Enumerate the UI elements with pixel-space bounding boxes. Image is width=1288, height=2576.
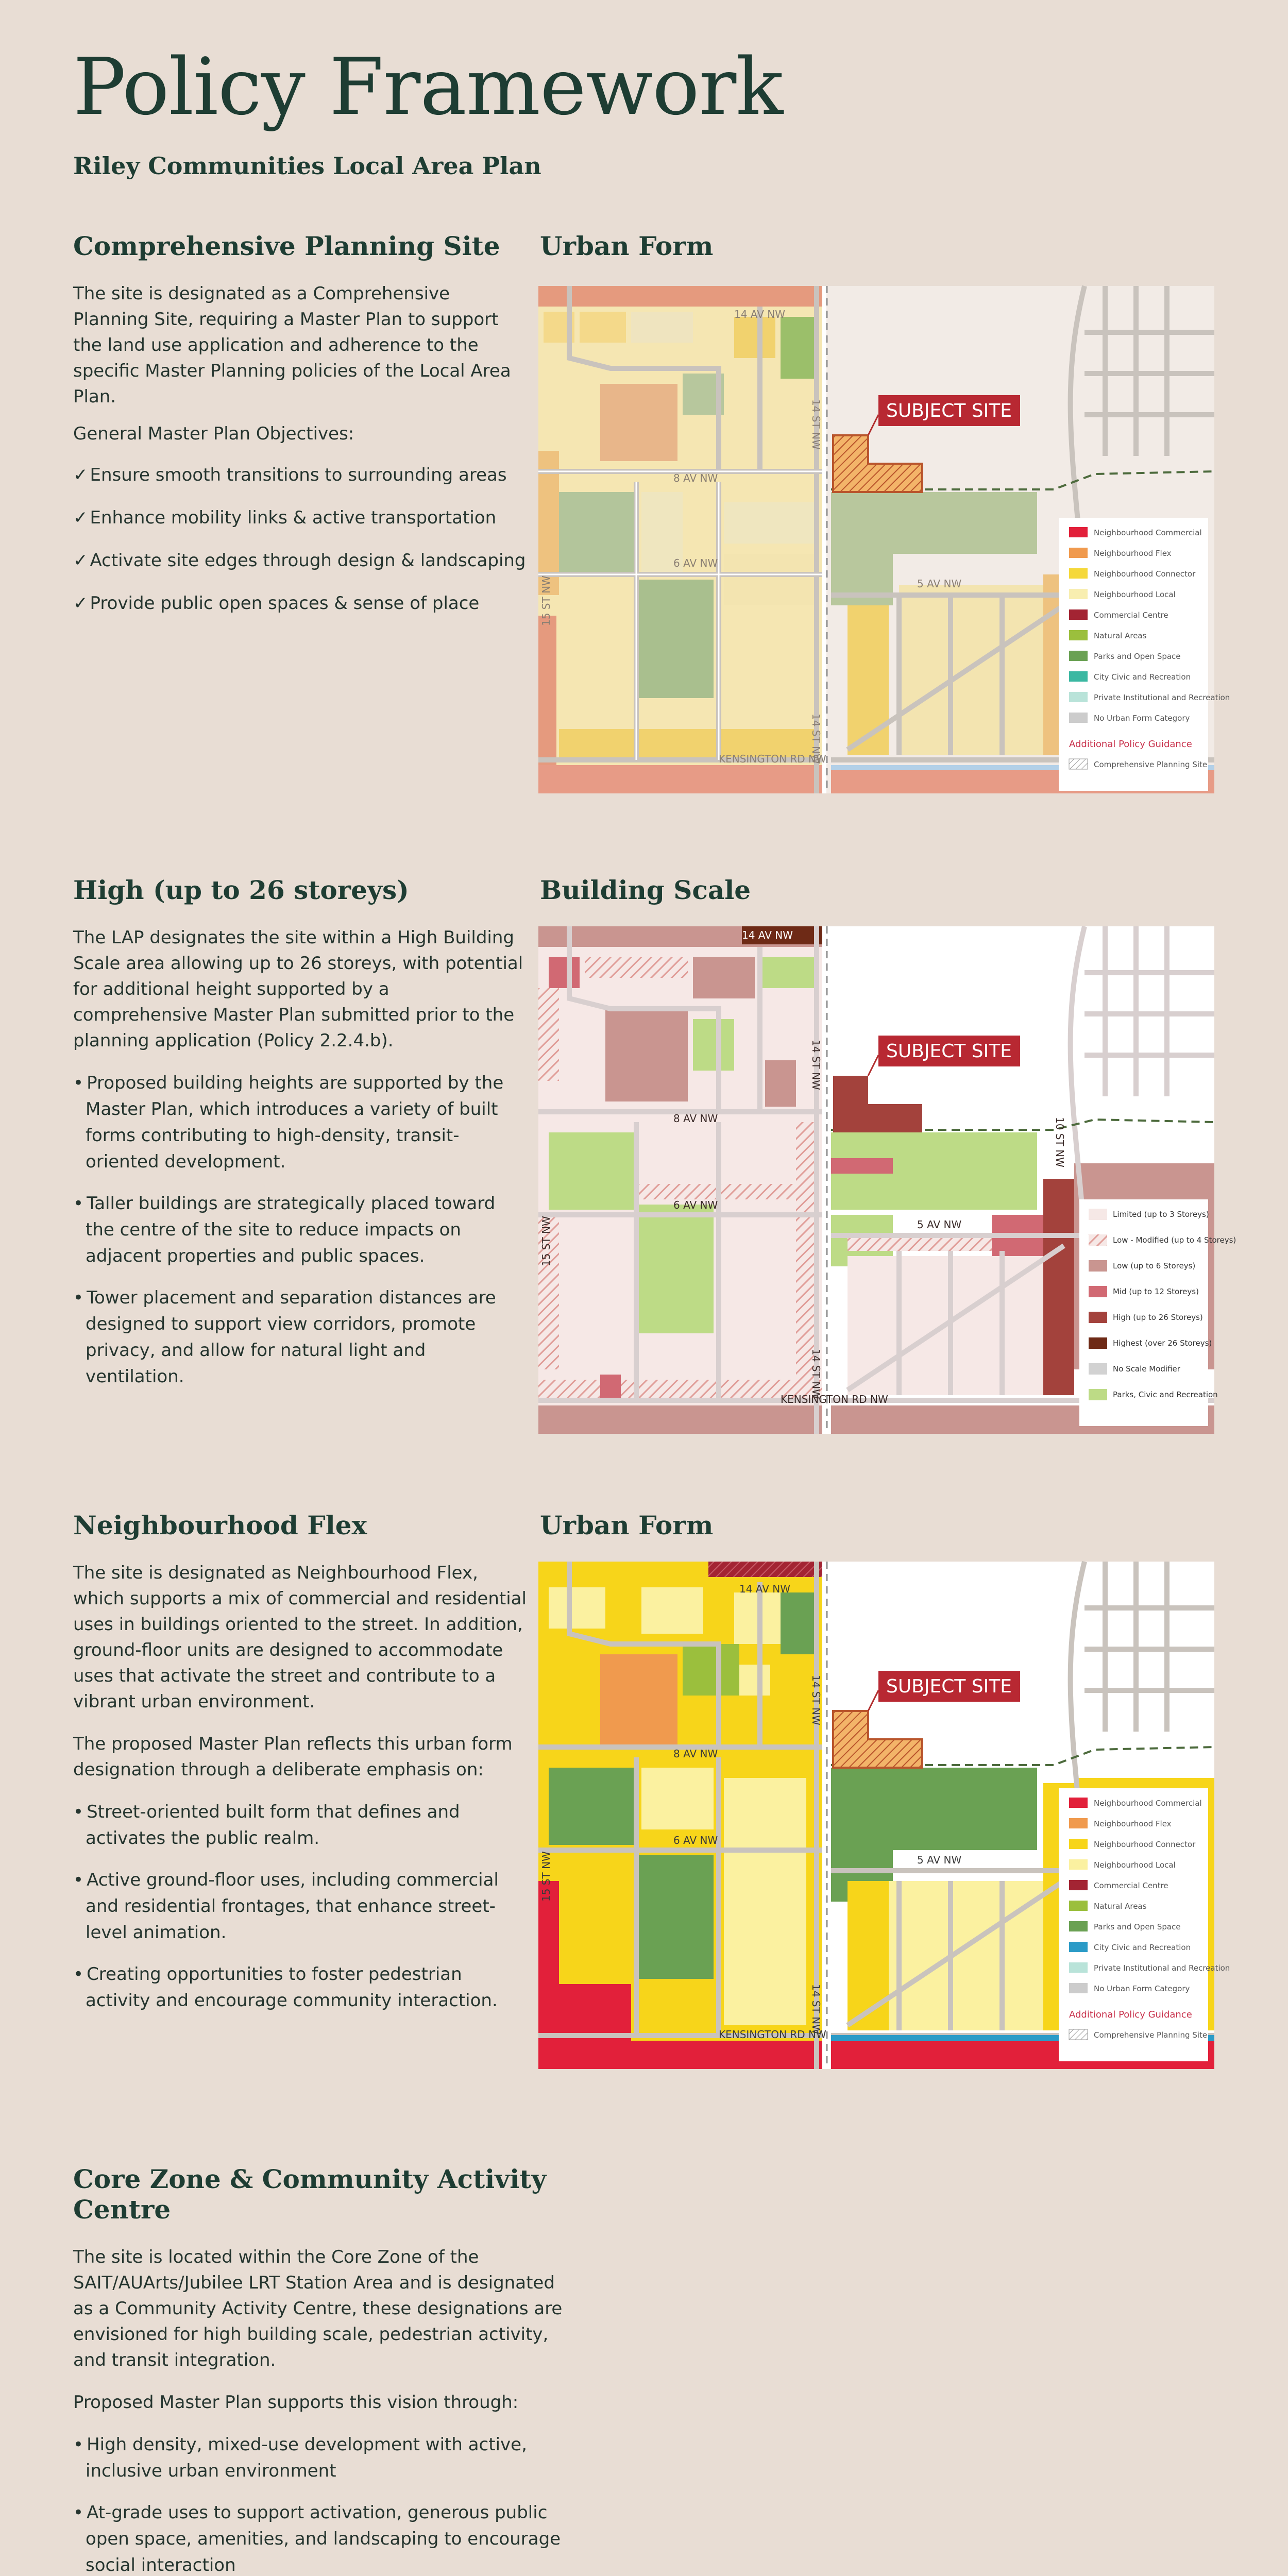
building-scale-map — [538, 926, 1236, 1434]
page-subtitle: Riley Communities Local Area Plan — [73, 152, 541, 180]
list-item-text: Tower placement and separation distances are designed to support view corridors, promote privacy, and allow for natural light and ventilation. — [86, 1287, 496, 1387]
list-item-text: High density, mixed-use development with active, inclusive urban environment — [86, 2434, 527, 2481]
street-label: 15 ST NW — [540, 1216, 552, 1266]
list-item — [73, 1867, 527, 1946]
street-label: 14 ST NW — [810, 1040, 822, 1090]
objectives-label: General Master Plan Objectives: — [73, 423, 354, 444]
page-title: Policy Framework — [73, 41, 783, 132]
legend-guidance-label: Additional Policy Guidance — [1069, 2009, 1192, 2020]
street-label: 10 ST NW — [1054, 1117, 1066, 1167]
section-heading: Neighbourhood Flex — [73, 1510, 367, 1540]
street-label: KENSINGTON RD NW — [719, 2028, 826, 2041]
section-paragraph: The LAP designates the site within a High Building Scale area allowing up to 26 storeys, with potential for additional height supported by a comprehensive Master Plan submitted prior to the planning application (Policy 2.2.4.b). — [73, 927, 523, 1051]
section-paragraph: The proposed Master Plan reflects this urban form designation through a deliberate emphasis on: — [73, 1734, 513, 1780]
legend-label: No Scale Modifier — [1113, 1364, 1180, 1374]
legend-label: Private Institutional and Recreation — [1094, 1963, 1230, 1973]
legend-label: Low - Modified (up to 4 Storeys) — [1113, 1235, 1236, 1245]
legend-label: Natural Areas — [1094, 1902, 1147, 1911]
legend-label: Mid (up to 12 Storeys) — [1113, 1287, 1199, 1296]
legend-label: Neighbourhood Commercial — [1094, 528, 1202, 537]
legend-label: Parks and Open Space — [1094, 652, 1181, 661]
section-paragraph: The site is located within the Core Zone of the SAIT/AUArts/Jubilee LRT Station Area and is designated as a Community Activity Centre, these designations are envisioned for high building scale, pedestrian activity, and transit integration. — [73, 2247, 563, 2370]
map-heading: Urban Form — [540, 1510, 714, 1540]
map-legend — [1059, 518, 1230, 791]
list-item-text: Enhance mobility links & active transportation — [90, 507, 497, 528]
urban-form-map — [538, 286, 1230, 793]
street-label: 14 AV NW — [742, 929, 793, 941]
street-label: 14 ST NW — [810, 714, 822, 764]
list-item-text: Proposed building heights are supported by the Master Plan, which introduces a variety of built forms contributing to high-density, transit-oriented development. — [86, 1073, 504, 1172]
legend-label: Neighbourhood Flex — [1094, 1819, 1172, 1828]
legend-label: No Urban Form Category — [1094, 1984, 1190, 1993]
legend-label: Neighbourhood Commercial — [1094, 1799, 1202, 1808]
list-item-text: Provide public open spaces & sense of place — [90, 593, 480, 614]
list-item — [73, 1799, 527, 1852]
legend-label: City Civic and Recreation — [1094, 1943, 1191, 1952]
legend-label: Neighbourhood Connector — [1094, 1840, 1196, 1849]
urban-form-map — [538, 1562, 1230, 2069]
street-label: 8 AV NW — [673, 1112, 718, 1125]
legend-label: Commercial Centre — [1094, 1881, 1168, 1890]
bullet-list — [73, 1070, 527, 1390]
list-item-text: Creating opportunities to foster pedestrian activity and encourage community interaction. — [86, 1964, 498, 2011]
list-item — [73, 548, 527, 573]
legend-label: No Urban Form Category — [1094, 714, 1190, 723]
street-label: 14 ST NW — [810, 1984, 822, 2035]
legend-label: Limited (up to 3 Storeys) — [1113, 1210, 1209, 1219]
legend-label: Neighbourhood Connector — [1094, 569, 1196, 579]
section-paragraph: The site is designated as a Comprehensive Planning Site, requiring a Master Plan to support the land use application and adherence to the specific Master Planning policies of the Local Area Plan. — [73, 283, 511, 407]
section-paragraph: Proposed Master Plan supports this vision through: — [73, 2392, 519, 2413]
street-label: 8 AV NW — [673, 1748, 718, 1760]
callout-text: SUBJECT SITE — [886, 1676, 1012, 1697]
map-heading: Urban Form — [540, 231, 714, 261]
legend-label: Highest (over 26 Storeys) — [1113, 1338, 1212, 1348]
street-label: 15 ST NW — [540, 1851, 552, 1902]
legend-label: Parks and Open Space — [1094, 1922, 1181, 1931]
street-label: 6 AV NW — [673, 557, 718, 569]
legend-label: Comprehensive Planning Site — [1094, 2030, 1208, 2040]
legend-label: Low (up to 6 Storeys) — [1113, 1261, 1196, 1270]
map-heading: Building Scale — [540, 875, 751, 905]
legend-label: Commercial Centre — [1094, 611, 1168, 620]
section-heading: Core Zone & Community Activity Centre — [73, 2164, 547, 2225]
street-label: 5 AV NW — [917, 578, 962, 590]
list-item-text: At-grade uses to support activation, generous public open space, amenities, and landscaping to encourage social interaction — [86, 2502, 561, 2575]
street-label: KENSINGTON RD NW — [719, 753, 826, 765]
list-item — [73, 2500, 578, 2576]
street-label: 5 AV NW — [917, 1854, 962, 1866]
legend-label: Private Institutional and Recreation — [1094, 693, 1230, 702]
street-label: 8 AV NW — [673, 472, 718, 484]
legend-guidance-label: Additional Policy Guidance — [1069, 739, 1192, 750]
bullet-list — [73, 2432, 578, 2576]
objectives-list — [73, 462, 527, 616]
legend-label: Neighbourhood Local — [1094, 1860, 1176, 1870]
section-heading: Comprehensive Planning Site — [73, 231, 500, 261]
legend-label: Neighbourhood Flex — [1094, 549, 1172, 558]
legend-label: Comprehensive Planning Site — [1094, 760, 1208, 769]
street-label: 6 AV NW — [673, 1199, 718, 1211]
map-legend — [1059, 1788, 1230, 2061]
street-label: 5 AV NW — [917, 1218, 962, 1231]
street-label: 14 AV NW — [734, 308, 785, 320]
street-label: 6 AV NW — [673, 1834, 718, 1846]
callout-text: SUBJECT SITE — [886, 400, 1012, 421]
street-label: KENSINGTON RD NW — [781, 1393, 888, 1405]
section-heading: High (up to 26 storeys) — [73, 875, 409, 905]
street-label: 14 ST NW — [810, 1349, 822, 1399]
section-paragraph: The site is designated as Neighbourhood Flex, which supports a mix of commercial and residential uses in buildings oriented to the street. In addition, ground-floor units are designed to accommodate uses that activate the street and contribute to a vibrant urban environment. — [73, 1563, 527, 1712]
legend-label: Neighbourhood Local — [1094, 590, 1176, 599]
street-label: 14 ST NW — [810, 1675, 822, 1725]
list-item-text: Street-oriented built form that defines and activates the public realm. — [86, 1802, 460, 1849]
list-item-text: Active ground-floor uses, including commercial and residential frontages, that enhance street-level animation. — [86, 1870, 499, 1943]
list-item — [73, 505, 527, 531]
legend-label: City Civic and Recreation — [1094, 672, 1191, 682]
legend-label: Parks, Civic and Recreation — [1113, 1390, 1218, 1399]
list-item — [73, 1191, 527, 1269]
list-item — [73, 1285, 527, 1390]
list-item — [73, 462, 527, 488]
list-item — [73, 2432, 578, 2484]
callout-text: SUBJECT SITE — [886, 1041, 1012, 1062]
list-item — [73, 590, 527, 616]
street-label: 14 AV NW — [739, 1583, 790, 1595]
street-label: 15 ST NW — [540, 575, 552, 626]
list-item-text: Taller buildings are strategically placed toward the centre of the site to reduce impacts on adjacent properties and public spaces. — [86, 1193, 496, 1266]
list-item-text: Activate site edges through design & landscaping — [90, 550, 526, 571]
street-label: 14 ST NW — [810, 399, 822, 450]
legend-label: Natural Areas — [1094, 631, 1147, 640]
list-item — [73, 1070, 527, 1175]
bullet-list — [73, 1799, 527, 2014]
legend-label: High (up to 26 Storeys) — [1113, 1313, 1203, 1322]
list-item-text: Ensure smooth transitions to surrounding areas — [90, 465, 507, 485]
list-item — [73, 1961, 527, 2014]
